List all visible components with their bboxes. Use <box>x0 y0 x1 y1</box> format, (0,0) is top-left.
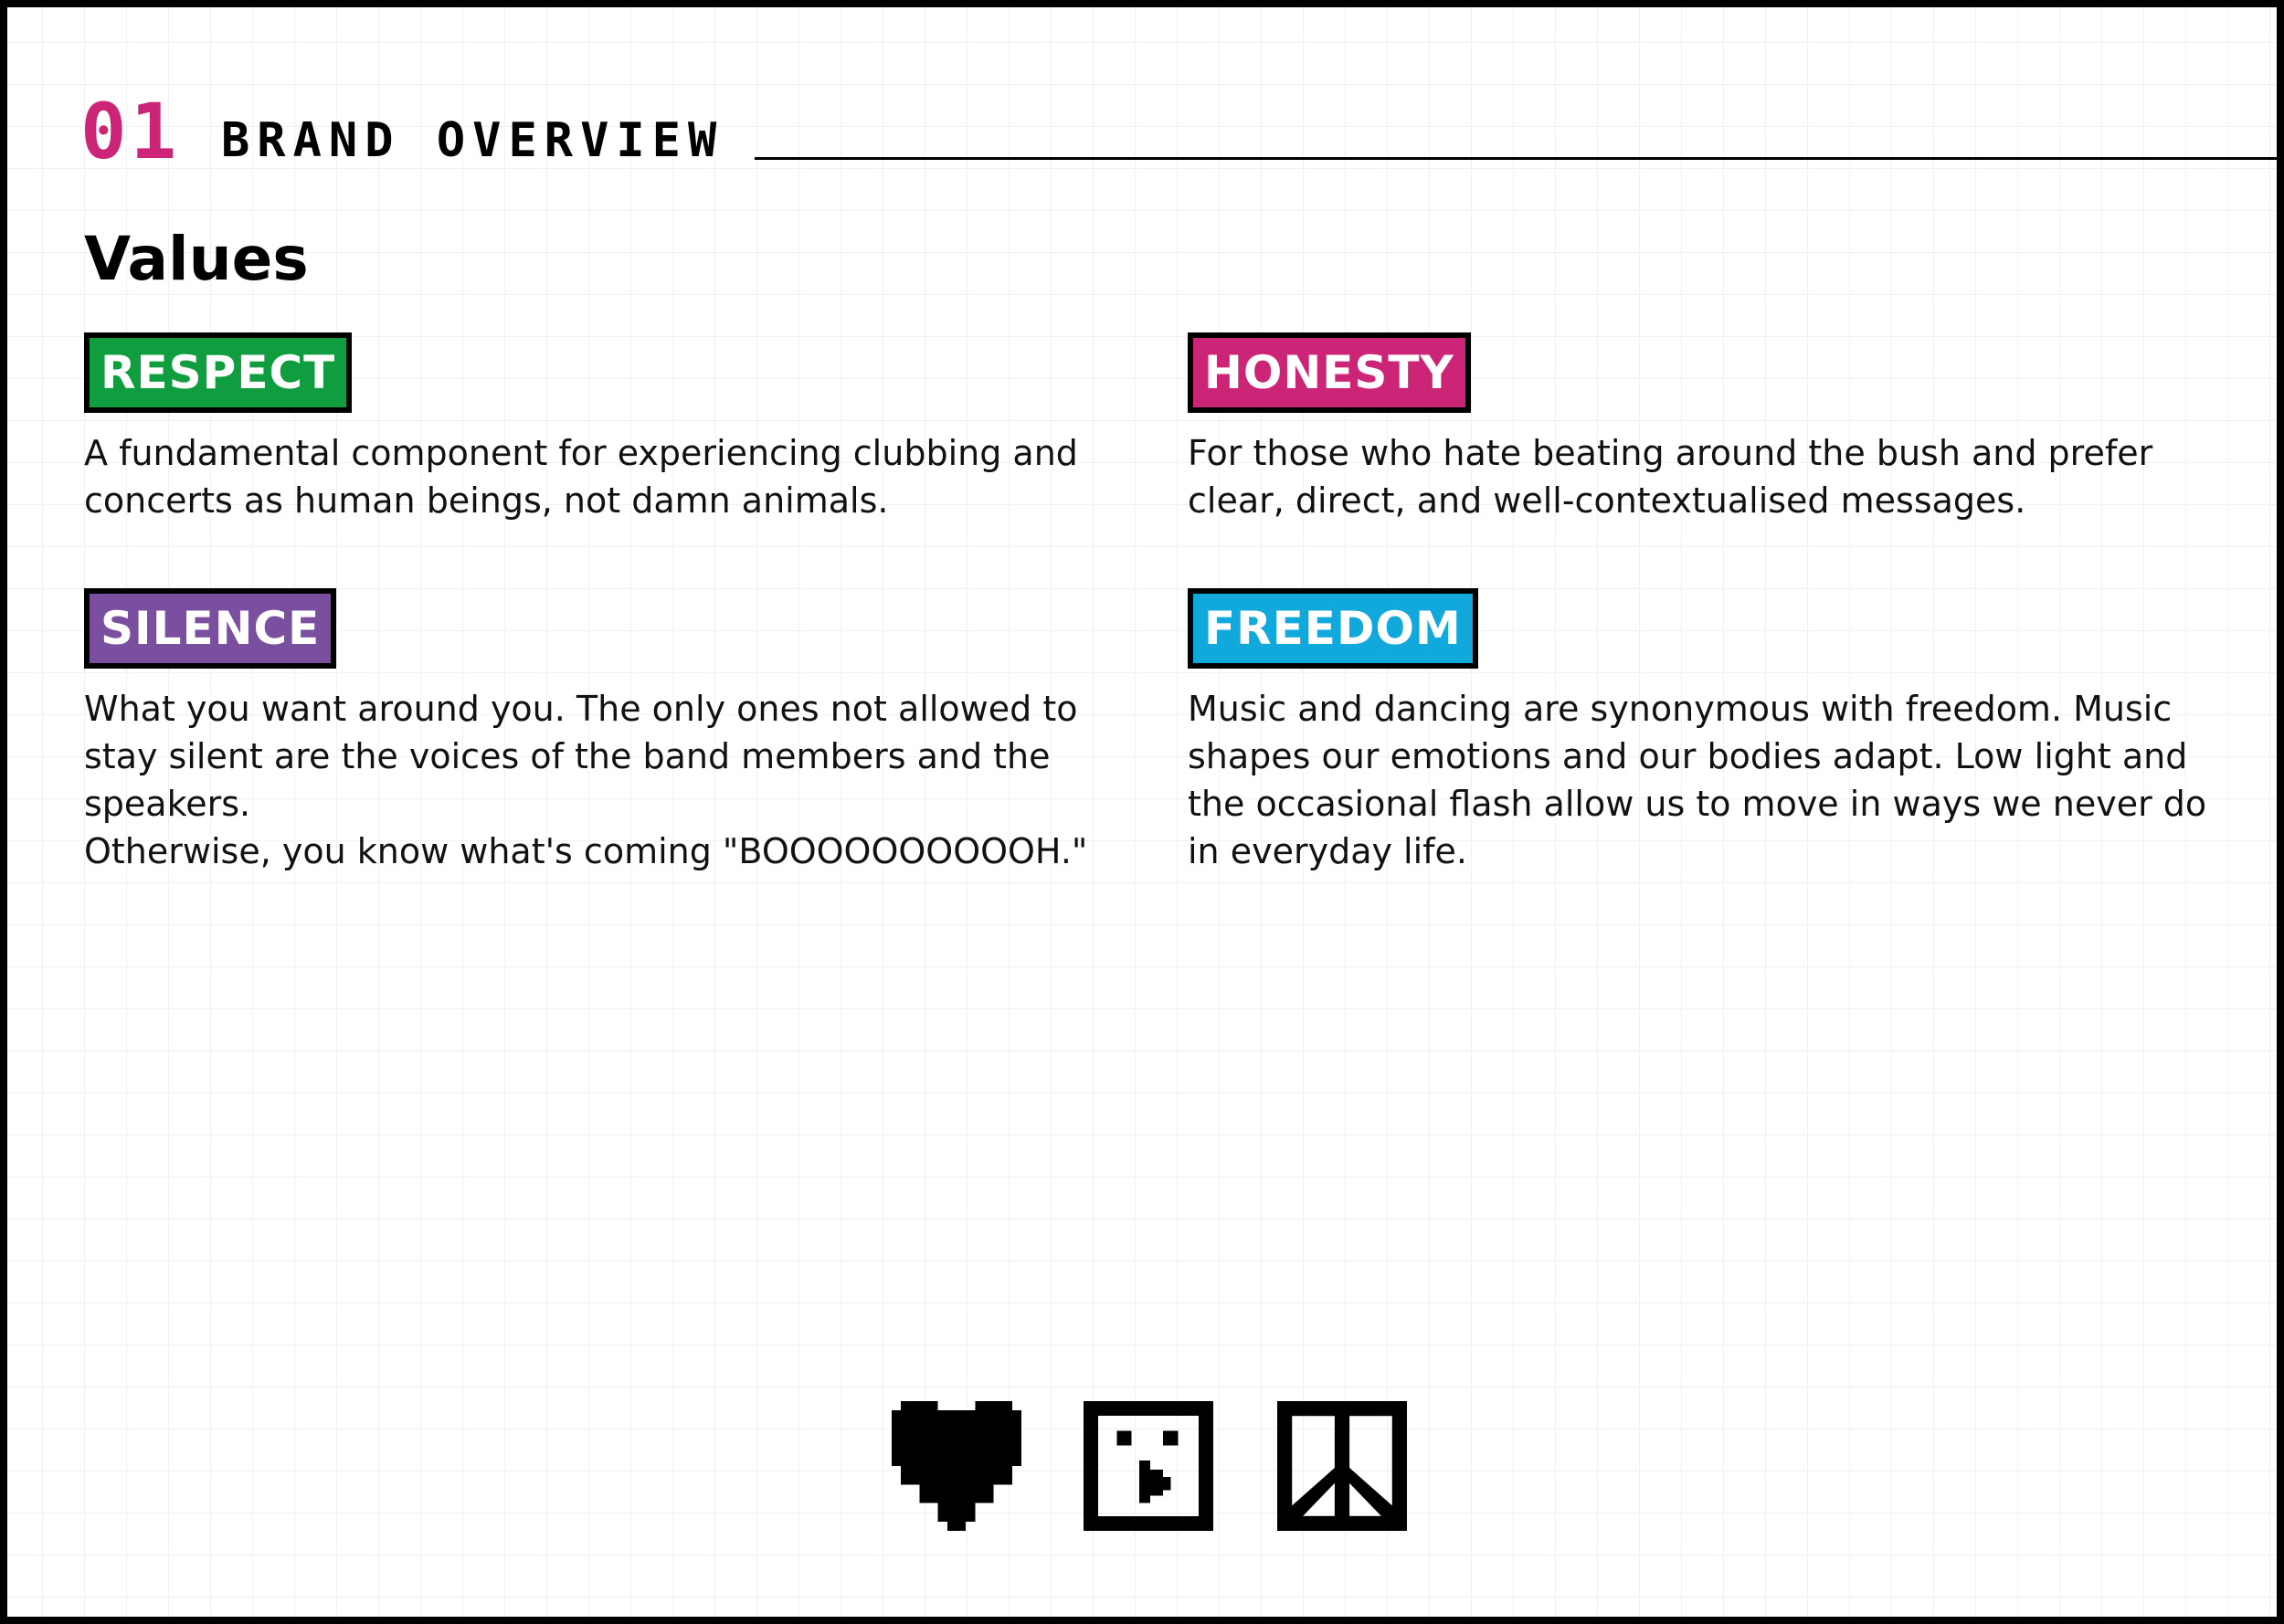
silence-tag: SILENCE <box>84 588 336 669</box>
value-block-honesty <box>1188 332 2247 524</box>
value-block-freedom <box>1188 588 2247 875</box>
pixel-heart-icon <box>892 1401 1021 1531</box>
header-divider <box>755 157 2284 160</box>
silence-description: What you want around you. The only ones not allowed to stay silent are the voices of the band members and the speakers. Otherwise, you know what's coming "BOOOOOOOOOOH." <box>84 689 1088 871</box>
freedom-tag: FREEDOM <box>1188 588 1478 669</box>
honesty-tag: HONESTY <box>1188 332 1471 413</box>
freedom-description: Music and dancing are synonymous with freedom. Music shapes our emotions and our bodies adapt. Low light and the occasional flash allow us to move in ways we never do in everyday life. <box>1188 689 2207 871</box>
value-block-silence <box>84 588 1144 875</box>
section-number: 01 <box>80 87 181 176</box>
respect-description: A fundamental component for experiencing clubbing and concerts as human beings, not damn animals. <box>84 433 1078 521</box>
pixel-peace-icon <box>1277 1401 1407 1531</box>
value-block-respect <box>84 332 1144 524</box>
section-header <box>77 87 2284 176</box>
values-heading: Values <box>84 224 309 294</box>
honesty-description: For those who hate beating around the bush and prefer clear, direct, and well-contextualised messages. <box>1188 433 2153 521</box>
section-title: BRAND OVERVIEW <box>221 113 724 168</box>
pixel-face-icon <box>1084 1401 1213 1531</box>
icon-row <box>892 1401 1412 1531</box>
respect-tag: RESPECT <box>84 332 352 413</box>
